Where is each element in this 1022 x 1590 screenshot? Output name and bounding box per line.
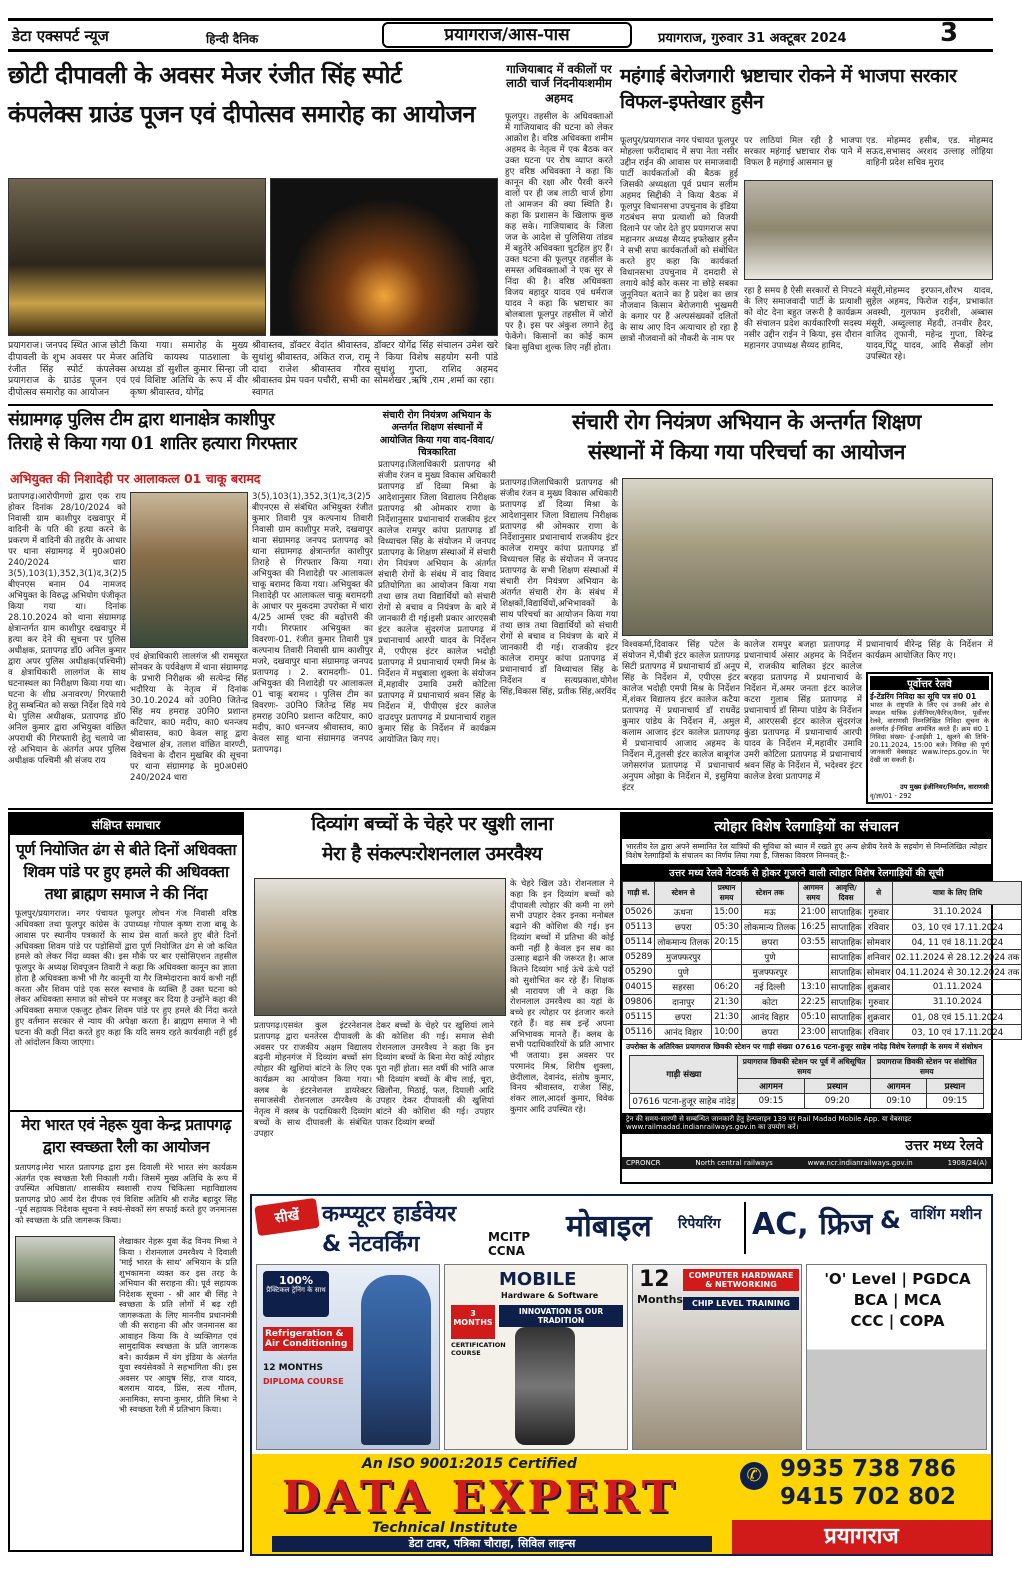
story4-headline — [8, 410, 373, 454]
rail-banner: त्योहार विशेष रेलगाड़ियों का संचालन — [622, 814, 991, 839]
rail-table-cell: छपरा — [655, 1009, 712, 1024]
rail-sub-note: उपरोक्त के अतिरिक्त प्रयागराज छिवकी स्टेशन पर गाड़ी संख्या 07616 पटना-हुजूर साहेब नांदेड़ विशेष रेलगाड़ी के समय में संशोधन — [626, 1041, 983, 1051]
rail-table-cell: 03, 10 एवं 17.11.2024 — [893, 1024, 1022, 1039]
story4-subhead: अभियुक्त की निशादेही पर आलाकत्ल 01 चाकू बरामद — [10, 471, 261, 486]
ad-line2: & नेटवर्किंग — [322, 1232, 420, 1257]
story6-col1: प्रतापगढ़।जिलाधिकारी प्रतापगढ़ श्री संजीव रंजन व मुख्य विकास अधिकारी प्रतापगढ़ डॉ दिव्या मिश्रा के आदेशानुसार जिला विद्यालय निरीक्षक प्रतापगढ़ श्री ओमकार राणा के निर्देशानुसार प्रधानाचार्य राजकीय इंटर कालेज रामपुर कांपा प्रतापगढ़ डॉ विध्याचल सिंह के संयोजन में जनपद प्रतापगढ़ के सभी शिक्षण संस्थाओं में संचारी रोग नियंत्रण अभियान के अंतर्गत संचारी रोग के संबंध में शिक्षकों,विद्यार्थियों,अभिभावकों के साथ परिचर्चा का आयोजन किया गया तथा छात्र तथा विद्यार्थियों को संचारी रोगों से बचाव व नियंत्रण के बारे में जानकारी दी गई। राजकीय इंटर कालेज रामपुर कांपा प्रतापगढ़ में प्रधानाचार्य डॉ विध्याचल सिंह के निर्देशन व सत्यप्रकाश,योगेश सिंह,विकास सिंह, प्रतीक सिंह,अरविंद — [500, 478, 618, 697]
rail-sub-cell-3: 09:10 — [870, 1093, 926, 1108]
rail-table-cell: 22:25 — [798, 994, 828, 1009]
story5-headline: संचारी रोग नियंत्रण अभियान के अन्तर्गत शिक्षण संस्थानों में आयोजित किया गया वाद-विवाद/चित्रकारिता — [379, 410, 495, 459]
rail-table-cell: 04015 — [623, 979, 655, 994]
ad-ac: AC, फ्रिज — [752, 1207, 873, 1242]
ad-panel2-c-box — [451, 1305, 495, 1339]
story6-headline-line2: संस्थानों में किया गया परिचर्चा का आयोजन — [588, 439, 905, 465]
rail-table-cell: 05:10 — [798, 1009, 828, 1024]
story1-headline-line2: कंपलेक्स ग्राउंड पूजन एवं दीपोत्सव समारोह का आयोजन — [8, 100, 476, 129]
story7-headline — [10, 1114, 242, 1156]
rail-table-cell: पुणे — [741, 949, 798, 964]
ad-panel2-b: Hardware & Software — [501, 1291, 599, 1300]
story3-col2b: रहा है समय है ऐसी सरकारों से निपटने के लिए समाजवादी पार्टी के प्रत्याशी को वोट देना बहुत जरूरी है कार्यक्रम की संचालन प्रदेश कार्यकारिणी सदस्य नसीर उद्दीन राईन ने किया, इस दौरान महानगर उपाध्यक्ष सैय्यद हामिद, — [744, 286, 862, 351]
rail-intro: भारतीय रेल द्वारा अपने सम्मानित रेल यात्रियों की सुविधा को ध्यान में रखते हुए अन्य क्षेत्रीय रेलवे के सहयोग से निम्नलिखित त्योहार विशेष रेलगाड़ियों के संचालन का निर्णय लिया गया है, जिसका विवरण निम्नवत् है:- — [626, 842, 987, 861]
rail-table-cell: 31.10.2024 — [893, 994, 1022, 1009]
rail-table-cell: 05026 — [623, 904, 655, 919]
rail-table-cell: 09806 — [623, 994, 655, 1009]
ad-separator — [744, 1202, 746, 1254]
story3-col3b: मंसूरी,मोहम्मद इरफान,शौरभ यादव, सुहेल अहमद, फिरोज राईन, प्रभाकांत अवस्थी, गुलफाम इदरीशी, अब्बास मंसूरी, अब्दुल्लाह मेंहदी, तनवीर हैदर, वाजिद तूफानी, महेन्द्र गुप्ता, विरेन्द्र यादव,पिंटू यादव, आदि सैकड़ों लोग उपस्थित रहे। — [866, 286, 993, 362]
rail-table-cell: 21:30 — [712, 994, 742, 1009]
ad-repair: रिपेयरिंग — [678, 1216, 721, 1232]
rail-table-cell: साप्ताहिक — [828, 1009, 864, 1024]
ad-panel1-person — [361, 1275, 431, 1445]
story3-photo — [744, 180, 993, 280]
story8-headline — [250, 814, 614, 866]
brief-headline-line3: तथा ब्राह्मण समाज ने की निंदा — [44, 883, 208, 903]
rail-table-title: उत्तर मध्य रेलवे नेटवर्क से होकर गुजरने वाली त्योहार विशेष रेलगाड़ियों की सूची — [622, 864, 991, 881]
ad-phone2: 9415 702 802 — [780, 1484, 957, 1510]
story4-headline-line1: संग्रामगढ़ पुलिस टीम द्वारा थानाक्षेत्र काशीपुर — [8, 410, 275, 430]
story7-body2: लेखाकार नेहरू युवा केंद्र विनय मिश्रा ने किया । रोशनलाल उमरवैश्य ने दिवाली 'माई भारत के साथ' अभियान के प्रति शुभकामना व्यक्त कर इस तरह के अभियान की सराहना की। पूर्व सहायक निदेशक सूचना - श्री आर बी सिंह ने स्वच्छता के प्रति लोगों में बढ़ रही जागरूकता के लिए माननीय प्रधानमंत्री जी की सराहना की और जनमानस का आवाहन किया कि वे व्यक्तिगत एवं सामुदायिक स्वच्छता के प्रति जागरूक बने। कार्यक्रम में यंग इंडिया के अंतर्गत युवा स्वयंसेवकों ने सहभागिता की। इस अवसर पर आयुष सिंह, राज यादव, बलराम यादव, प्रिंस, सत्य गौतम, अनामिका, सपना कुमार, प्रीति मिश्रा ने भी स्वच्छता रैली में प्रतिभाग किया। — [119, 1236, 237, 1415]
rail-sub-head-2: प्रस्थान — [804, 1078, 870, 1093]
divider-top — [8, 404, 993, 406]
ad-panel3-a: 12 — [639, 1267, 670, 1292]
story3-col2: पर लाठियां मिल रही है भाजपा सरकार महंगाई भ्रष्टाचार रोक पाने में विफल है महंगाई आसमान छू — [744, 136, 862, 168]
ad-mcitp: MCITP — [488, 1230, 531, 1244]
rail-table-cell: पुणे — [655, 964, 712, 979]
rail-table-cell: 21:30 — [712, 1009, 742, 1024]
story1-photo-diyas — [270, 178, 498, 336]
rail-table-row — [623, 919, 1022, 934]
rail-helpline: ट्रेन की समय-सारणी से सम्बन्धित जानकारी हेतु हेल्पलाइन 139 पर Rail Madad Mobile App. या वेबसाइट www.railmadad.indianrailways.gov.in का उपयोग करें। — [622, 1113, 991, 1134]
rail-table-cell: 10:00 — [712, 1024, 742, 1039]
rail-table-cell: छपरा — [741, 934, 798, 949]
ad-top — [252, 1196, 991, 1260]
story2-body: फूलपुर। तहसील के अधिवक्ताओं में गाजियाबाद की घटना को लेकर आक्रोश है। वरिष्ठ अधिवक्ता शमीम अहमद के नेतृत्व में एक बैठक कर उक्त घटना पर रोष व्याप्त करते हुए वरिष्ठ अधिवक्ता ने कहा कि कानून की रक्षा और पैरवी करने वालों पर ही जब लाठी चार्ज होगा तो आमजन की क्या स्थिति है। कहा कि प्रशासन के खिलाफ कुछ कह सके। गाजियाबाद के जिला जज के आदेश से पुलिसिया तांडव में बहुतेरे अधिवक्ता चुटहिल हुए हैं। उक्त घटना की फूलपुर तहसील के समस्त अधिवक्ताओं ने एक सुर से निंदा की है। वरिष्ठ अधिवक्ता विजय बहादुर यादव एवं धर्मराज यादव ने कहा कि भ्रष्टाचार का बोलबाला फूलपुर तहसील में जोरों पर है। इस पर अंकुश लगाने हेतु फेकेंगे। किसानों का कोई काम बिना सुविधा शुल्क लिए नहीं होता। — [505, 112, 613, 353]
rail-table-cell: ऊधना — [655, 904, 712, 919]
rail-table — [622, 881, 1022, 1040]
ad-panel2-e: INNOVATION IS OUR TRADITION — [499, 1305, 623, 1327]
rail-table-cell: 01, 08 एवं 15.11.2024 — [893, 1009, 1022, 1024]
ad-panel2-c: 3 MONTHS — [453, 1309, 493, 1327]
rail-code: 1908/24(A) — [947, 1158, 987, 1167]
story2-headline: गाजियाबाद में वकीलों पर लाठी चार्ज निंदनीयःशमीम अहमद — [506, 62, 612, 105]
story4-headline-line2: तिराहे से किया गया 01 शातिर हत्यारा गिरफ्तार — [8, 434, 297, 455]
tender-ref: वृ/ज्ञा/01 - 292 — [870, 792, 912, 800]
ad-block — [250, 1194, 993, 1556]
divider-mid — [8, 808, 993, 810]
tender-title: पूर्वोत्तर रेलवे — [870, 676, 989, 690]
story8-col3: के चेहरे खिल उठे। रोशनलाल ने कहा कि इन दिव्यांग बच्चों को दीपावली त्योहार की कमी ना लगे सभी उपहार देकर इनका मनोबल बढ़ाने की कोशिश की गई। इन दिव्यांग बच्चों में प्रतिभा की कोई कमी नहीं है केवल इन सब का उत्साह बढ़ाने की जरूरत है। आज कितने दिव्यांग भाई ऊंचे ऊंचे पदों को सुशोभित कर रहे हैं। शिक्षक श्री नारायण जी ने कहा कि रोशनलाल उमरवैश्य का यहां के बच्चे हर त्योहार पर इंतजार करते रहते हैं। वह सब इन्हें अपना अभिभावक मानते हैं। क्लब के सभी पदाधिकारियों के प्रति आभार भी जताया। इस अवसर पर परमानंद मिश्र, शिरीष शुक्ला, छेदीलाल, देवानंद, संतोष कुमार, विनय श्रीवास्तव, राजेश सिंह, शंकर लाल,आदर्श कुमार, विवेक कुमार आदि उपस्थित रहे। — [510, 878, 614, 1114]
rail-table-cell: सोमवार — [864, 934, 893, 949]
ad-brand: DATA EXPERT — [282, 1472, 679, 1523]
dateline: प्रयागराज, गुरुवार 31 अक्टूबर 2024 — [658, 31, 847, 46]
rail-table-cell: 05113 — [623, 919, 655, 934]
tender-footer: उप मुख्य इंजीनियर/निर्माण, वाराणसी — [899, 783, 989, 791]
rail-table-cell: 05115 — [623, 1009, 655, 1024]
rail-table-cell: 05116 — [623, 1024, 655, 1039]
rail-sub-cell-2: 09:20 — [804, 1093, 870, 1108]
rail-sub-cell-1: 09:15 — [738, 1093, 804, 1108]
rail-table-cell: 03:55 — [798, 934, 828, 949]
story3-col3: एड. मोहम्मद हसीब, एड. मोहम्मद सऊद,सभासद अरशद उल्लाह लोहिया वाहिनी प्रदेश सचिव मुराद — [866, 136, 993, 168]
rail-social-3: www.ncr.indianrailways.gov.in — [807, 1158, 913, 1167]
ad-panel2-d: CERTIFICATION COURSE — [451, 1341, 506, 1357]
story6-photo — [622, 478, 993, 636]
ad-city-bar — [732, 1520, 991, 1554]
rail-table-cell: साप्ताहिक — [828, 994, 864, 1009]
ad-washing: वाशिंग मशीन — [910, 1205, 982, 1223]
ad-panel1-d: 12 MONTHS — [263, 1363, 323, 1373]
story1-col3: श्रीवास्तव, डॉक्टर वेदांत श्रीवास्तव, सुधांशु श्रीवास्तव, अंकित राज, रामू दादा राजेश श्रीवास्तव गौरव श्रीवास्तव प्रेम पवन पचौरी, सभी का स्वागत — [252, 340, 371, 399]
ad-panel1-e: DIPLOMA COURSE — [263, 1377, 344, 1386]
rail-table-header: आगमन समय — [798, 881, 828, 904]
rail-table-cell — [712, 964, 742, 979]
ad-city: प्रयागराज — [824, 1524, 899, 1549]
rail-sub-head-1: आगमन — [738, 1078, 804, 1093]
story4-photo — [130, 492, 248, 648]
ad-panel2-phone — [515, 1327, 575, 1445]
rail-table-row — [623, 1024, 1022, 1039]
brief-box — [8, 812, 244, 1552]
ad-line1: कम्प्यूटर हार्डवेयर — [322, 1202, 457, 1227]
rail-table-cell: 13:10 — [798, 979, 828, 994]
rail-sub-head-3: आगमन — [870, 1078, 926, 1093]
tender-body: भारत के राष्ट्रपति के लिए एवं उनकी ओर से मण्डल यांत्रिक इंजीनियर/कैरिज/वैगन, पूर्वोत्तर रेलवे, वाराणसी निम्नलिखित निविदा सूचना के अन्तर्गत ई-निविदा आमंत्रित करते हैं। क्रम सं0 1 निविदा संख्या- ई-आईसी 1, खुलने की तिथि- 20.11.2024, 15:00 बजे। निविदा की पूर्ण जानकारी वेबसाइट www.ireps.gov.in पर देखी जा सकती है। — [870, 701, 989, 765]
ad-address-bar — [272, 1536, 712, 1552]
rail-table-cell: 05:30 — [712, 919, 742, 934]
rail-sub-cell-4: 09:15 — [927, 1093, 983, 1108]
rail-table-cell: गुरुवार — [864, 904, 893, 919]
brief-body: फूलपुर/प्रयागराज। नगर पंचायत फूलपुर लोचन गंज निवासी वरिष्ठ अधिवक्ता तथा फूलपुर कांग्रेस के उपाध्यक्ष गोपाल कृष्ण राजा बाबू के आवास पर स्थानीय पत्रकारों के साथ प्रेस वार्ता करते हुए बीते दिनों अधिवक्ता शिवम पांडे पर पड़ोसियों द्वारा पूर्ण नियोजित ढंग से जो कथित हमले को लेकर निंदा व्यक्त की। इस मौके पर बार एसोसिएशन तहसील फूलपुर के अध्यक्ष शिवपूजन तिवारी ने कहा कि अधिवक्ता कानून का ज्ञाता होता है अधिवक्ता कभी भी गैर कानूनी या गैर जिम्मेदाराना कार्य कभी नहीं करता और शिवम पांडे एक सरल स्वभाव के व्यक्ति हैं उक्त घटना को लेकर अधिवक्ता समाज को सोचने पर मजबूर कर दिया है उन्होंने कहा की अधिवक्ता समाज एकजुट होकर शिवम पांडे पर हुए हमले की निंदा करते हुए वर्तमान सरकार से न्याय की अपेक्षा करता है। ब्राह्मण समाज ने भी घटना की कड़ी निंदा करते हुए कहा कि यदि समय रहते कार्यवाही नहीं हुई तो आंदोलन किया जाएगा। — [15, 908, 237, 1048]
rail-table-cell: कोटा — [741, 994, 798, 1009]
ad-panel-1 — [256, 1264, 440, 1450]
story3-headline: महंगाई बेरोजगारी भ्रष्टाचार रोकने में भाजपा सरकार विफल-इफ्तेखार हुसैन — [620, 65, 957, 113]
story7-headline-line1: मेरा भारत एवं नेहरू युवा केन्द्र प्रतापगढ़ — [21, 1115, 231, 1135]
brand-name: डेटा एक्सपर्ट न्यूज — [12, 27, 109, 45]
rail-table-cell: मऊ — [741, 904, 798, 919]
ad-panel1-badge — [263, 1271, 329, 1317]
rail-table-cell: 04.11.2024 से 30.12.2024 तक — [893, 964, 1022, 979]
ad-seekhe: सीखें — [273, 1207, 301, 1227]
story4-col2: एवं क्षेत्राधिकारी लालगंज श्री रामसूरत सोनकर के पर्यवेक्षण में थाना संग्रामगढ़ के प्रभारी निरीक्षक श्री सत्येन्द्र सिंह भदौरिया के नेतृत्व में दिनांक 30.10.2024 को उ0नि0 जितेन्द्र सिंह मय हमराह उ0नि0 प्रशान्त कटियार, का0 मदीप, का0 धनन्जय श्रीवास्तव, का0 केवल साहू द्वारा देखभाल क्षेत्र, तलाश वांछित वारण्टी, विवेचना के दौरान मुखबिर की सूचना पर थाना संग्रामगढ़ के मु0अ0सं0 240/2024 धारा — [130, 652, 248, 783]
ad-mobile: मोबाइल — [566, 1209, 652, 1244]
ad-course-4: CCC — [850, 1312, 884, 1330]
rail-table-cell: 16:25 — [798, 919, 828, 934]
ad-phone1: 9935 738 786 — [780, 1456, 957, 1482]
rail-table-cell: शुक्रवार — [864, 1009, 893, 1024]
ad-and: & — [880, 1206, 901, 1234]
rail-table-cell: दानापुर — [655, 994, 712, 1009]
rail-sub-head-4: प्रस्थान — [927, 1078, 983, 1093]
paper-type: हिन्दी दैनिक — [206, 32, 259, 46]
rail-table-cell: सोमवार — [864, 964, 893, 979]
story7-body2-top — [115, 1236, 237, 1415]
rail-sub-group2: प्रयागराज छिवकी स्टेशन पर संशोधित समय — [870, 1055, 983, 1078]
ad-course-0: 'O' Level — [824, 1270, 897, 1288]
rail-table-cell: आनंद विहार — [741, 1009, 798, 1024]
story7-headline-line2: द्वारा स्वच्छता रैली का आयोजन — [42, 1137, 210, 1157]
ad-bottom — [252, 1454, 991, 1554]
brief-headline — [10, 835, 242, 902]
rail-table-cell: आनंद विहार — [655, 1024, 712, 1039]
rail-table-header: प्रस्थान समय — [712, 881, 742, 904]
ad-panel-4 — [806, 1264, 987, 1450]
rail-table-row — [623, 949, 1022, 964]
story6-headline-line1: संचारी रोग नियंत्रण अभियान के अन्तर्गत शिक्षण — [572, 409, 921, 434]
story1-col2: किया गया। समारोह के मुख्य अतिथि कायस्थ पाठशाला के अध्यक्ष डॉ सुशील कुमार सिन्हा जी एवं विशिष्ट अतिथि के रूप में वीर कृष्ण श्रीवास्तव, योगेंद्र — [130, 340, 248, 399]
ad-seekhe-badge — [254, 1198, 320, 1236]
rail-table-cell: लोकमान्य तिलक — [655, 934, 712, 949]
rail-table-cell: गुरुवार — [864, 994, 893, 1009]
rail-table-header: यात्रा के लिए तिथि — [893, 881, 1022, 904]
rail-table-header: गाड़ी सं. — [623, 881, 655, 904]
ad-panel-2 — [444, 1264, 628, 1450]
ad-panel1-c: Refrigeration & Air Conditioning — [263, 1327, 353, 1351]
rail-table-cell: 21:00 — [798, 904, 828, 919]
rail-table-cell: रविवार — [864, 919, 893, 934]
rail-table-cell: मुजफ्फरपुर — [655, 949, 712, 964]
rail-table-cell: साप्ताहिक — [828, 1024, 864, 1039]
ad-address: डेटा टावर, पत्रिका चौराहा, सिविल लाइन्स — [408, 1537, 576, 1550]
rail-table-header: स्टेशन तक — [741, 881, 798, 904]
rail-table-cell — [798, 949, 828, 964]
brief-headline-line2: शिवम पांडे पर हुए हमले की अधिवक्ता — [23, 861, 229, 881]
rail-table-cell: 03, 10 एवं 17.11.2024 — [893, 919, 1022, 934]
story6-col3: कालेज रामपुर बजहा प्रतापगढ़ में प्रधानाचार्य अंसार अहमद के निर्देशन में, राजकीय बालिका इंटर कालेज बरहदा प्रतापगढ़ में प्रधानाचार्य के निर्देशन में,अमर जनता इंटर कालेज कटरा गुलाब सिंह प्रतापगढ़ में प्रधानाचार्य डॉ सिम्पा पांडेय के निर्देशन में, आरएसबी इंटर कालेज सुंदरगंज कुंडा प्रतापगढ़ में प्रधानाचार्य आरपी यादव के निर्देशन में,महावीर उमावि उमरी कोटिला प्रतापगढ़ में प्रधानाचार्य श्रवन सिंह के निर्देशन में, भदेश्वर इंटर कालेज डेरवा प्रतापगढ़ में — [744, 640, 862, 782]
rail-table-row — [623, 934, 1022, 949]
ad-courses: 'O' Level | PGDCA BCA | MCA CCC | COPA — [824, 1270, 971, 1330]
page-number: 3 — [940, 18, 959, 48]
ad-course-3: MCA — [903, 1291, 942, 1309]
ad-course-5: COPA — [899, 1312, 945, 1330]
rail-sub-group1: प्रयागराज छिवकी स्टेशन पर पूर्व में अधिसूचित समय — [738, 1055, 871, 1078]
rail-table-cell: 05290 — [623, 964, 655, 979]
rail-table-cell: साप्ताहिक — [828, 979, 864, 994]
section-title: प्रयागराज/आस-पास — [444, 25, 570, 45]
story8-col1: प्रतापगढ़।एसवंत कुल इंटरनेशनल प्रतापगढ़ द्वारा धनतेरस दीपावली के अवसर पर राजकीय अक्षम विद्यालय बढ़नी मोहनगंज में दिव्यांग बच्चों संग त्योहार की खुशियां बांटने के लिए एक कार्यक्रम का आयोजन किया गया। क्लब के इंटरनेशनल डायरेक्टर समाजसेवी रोशनलाल उमरवैश्य के नेतृत्व में क्लब के पदाधिकारी दिव्यांग बच्चों के साथ दीपावली के संबंधित उपहार — [254, 1020, 372, 1138]
rail-table-header: स्टेशन से — [655, 881, 712, 904]
story7-body1: प्रतापगढ़।मेरा भारत प्रतापगढ़ द्वारा इस दिवाली मेरे भारत संग कार्यक्रम अंतर्गत एक स्वच्छता रैली निकाली गयी। जिसमें मुख्य अतिथि के रूप में उपस्थित अधिष्ठाता/ शासकीय स्वशासी राज्य चिकित्सा महाविद्यालय प्रतापगढ़ प्रो0 आर्य देश दीपक एवं विशिष्ट अतिथि श्री राजेंद्र बहादुर सिंह -पूर्व सहायक निदेशक सूचना ने स्वयं-सेवकों संग सफाई करते हुए जनमानस को स्वच्छता के प्रति जागरूक किया। — [15, 1162, 237, 1225]
rail-social-1: CPRONCR — [626, 1158, 661, 1167]
rail-notice — [620, 812, 1020, 1184]
rail-sub-head-0: गाड़ी संख्या — [630, 1055, 738, 1093]
story1-headline — [8, 62, 498, 128]
tender-subtitle: ई-टेंडरिंग निविदा का सूचि पत्र सं0 01 — [870, 692, 977, 701]
ad-sub: Technical Institute — [372, 1520, 518, 1536]
rail-table-header: से — [864, 881, 893, 904]
rail-table-cell — [798, 964, 828, 979]
rail-sub-cell-0: 07616 पटना-हुजूर साहेब नांदेड़ — [630, 1093, 738, 1108]
rail-footer: उत्तर मध्य रेलवे — [905, 1137, 983, 1154]
rail-sub-table — [629, 1055, 983, 1109]
rail-table-cell: छपरा — [655, 919, 712, 934]
ad-course-1: PGDCA — [912, 1270, 971, 1288]
story8-headline-line2: मेरा है संकल्पःरोशनलाल उमरवैश्य — [322, 842, 542, 865]
rail-table-row — [623, 979, 1022, 994]
story6-headline — [500, 410, 993, 464]
rail-table-cell: शुक्रवार — [864, 979, 893, 994]
rail-table-cell: 05114 — [623, 934, 655, 949]
rail-table-cell: शनिवार — [864, 949, 893, 964]
rail-table-cell: साप्ताहिक — [828, 919, 864, 934]
rail-table-cell: साप्ताहिक — [828, 964, 864, 979]
ad-panel3-b: Months — [637, 1293, 683, 1306]
rail-table-cell: 15:00 — [712, 904, 742, 919]
rail-table-cell: 05289 — [623, 949, 655, 964]
story3-col1: फूलपुर/प्रयागराज नगर पंचायत फूलपुर मोहल्ला फरीदाबाद में सपा नेता नसीर उद्दीन राईन की आवास पर समाजवादी पार्टी कार्यकर्ताओं की बैठक हुई जिसकी अध्यक्षता पूर्व प्रधान सलीम अहमद सिद्दीकी ने किया बैठक में फूलपुर विधानसभा उपचुनाव के इंडिया गठबंधन सपा प्रत्याशी को विजयी दिलाने पर जोर देते हुए प्रयागराज सपा महानगर अध्यक्ष सैय्यद इफ्तेखार हुसैन ने सभी सपा कार्यकर्ताओं को संबोधित करते हुए कहा कि कार्यकर्ता विधानसभा उपचुनाव में दमदारी से लगाये कोई कोर कसर ना छोड़े सबका जुनूनियत बताने का है प्रदेश का छात्र नौजवान किसान बेरोजगारी भुखमरी के कगार पर हैं अल्पसंख्यकों दलितों के साथ आए दिन अत्याचार हो रहा है छात्रों नौजवानों को नौकरी के नाम पर — [620, 136, 738, 344]
story1-headline-line1: छोटी दीपावली के अवसर मेजर रंजीत सिंह स्पोर्ट — [8, 61, 402, 89]
rail-table-cell: रविवार — [864, 1024, 893, 1039]
story8-headline-line1: दिव्यांग बच्चों के चेहरे पर खुशी लाना — [311, 813, 553, 835]
ad-panel2-a: MOBILE — [499, 1269, 577, 1290]
ad-course-2: BCA — [853, 1291, 888, 1309]
rail-table-cell: लोकमान्य तिलक — [741, 919, 798, 934]
rail-table-cell: साप्ताहिक — [828, 904, 864, 919]
rail-table-cell: सहरसा — [655, 979, 712, 994]
rail-table-cell: छपरा — [741, 1024, 798, 1039]
rail-table-row — [623, 964, 1022, 979]
rail-table-row — [623, 904, 1022, 919]
story6-col2: विश्वकर्मा,दिवाकर सिंह पटेल के संयोजन में,पीबी इंटर कालेज प्रतापगढ़ सिटी प्रतापगढ़ में प्रधानाचार्य डॉ अनूप सिंह के निर्देशन में, एपीएस इंटर कालेज भदोही एमपी मिश्र के निर्देशन में,शंकर विद्यालय इंटर कालेज कटैया प्रतापगढ़ में प्रधानाचार्य डॉ राधवेंद्र कुमार पांडेय के निर्देशन में, अमुल कलाम आजाद इंटर कालेज प्रतापगढ़ में प्रधानाचार्य आजाद अहमद के निर्देशन में,तुलसी इंटर कालेज बाबूगंज जगेसरगंज प्रतापगढ़ में प्रधानाचार्य अनुपम ओझा के निर्देशन में, इसुमिया इंटर — [622, 640, 740, 793]
rail-table-cell: 20:15 — [712, 934, 742, 949]
story5-body: प्रतापगढ़।जिलाधिकारी प्रतापगढ़ श्री संजीव रंजन व मुख्य विकास अधिकारी प्रतापगढ़ डॉ दिव्या मिश्रा के आदेशानुसार जिला विद्यालय निरीक्षक प्रतापगढ़ श्री ओमकार राणा के निर्देशानुसार प्रधानाचार्य राजकीय इंटर कालेज रामपुर कांपा प्रतापगढ़ डॉ विध्याचल सिंह के संयोजन में जनपद प्रतापगढ़ के शिक्षण संस्थाओं में संचारी रोग नियंत्रण अभियान के अंतर्गत संचारी रोगों के संबंध में वाद विवाद प्रतियोगिता का आयोजन किया गया तथा छात्र तथा विद्यार्थियों को संचारी रोगों से बचाव व नियंत्रण के बारे में जानकारी दी गई।इसी प्रकार आरएसबी इंटर कालेज सुंदरगंज प्रतापगढ़ में प्रधानाचार्य आरपी यादव के निर्देशन में, एपीएस इंटर कालेज भदोही प्रतापगढ़ में प्रधानाचार्य एमपी मिश्र के निर्देशन में मधुबाला शुक्ला के संयोजन में,महावीर उमावि उमरी कोटिला प्रतापगढ़ में प्रधानाचार्य श्रवन सिंह के निर्देशन में, पीपीएस इंटर कालेज दाउदपुर प्रतापगढ़ में प्रधानाचार्य राहुल कुमार सिंह के निर्देशन में कार्यक्रम आयोजित किए गए। — [378, 460, 496, 745]
brief-label: संक्षिप्त समाचार — [10, 814, 242, 835]
rail-table-cell: साप्ताहिक — [828, 949, 864, 964]
ad-ccna: CCNA — [488, 1244, 525, 1258]
masthead — [8, 18, 993, 52]
story7-photo — [15, 1236, 115, 1302]
brief-headline-line1: पूर्ण नियोजित ढंग से बीते दिनों अधिवक्ता — [15, 840, 237, 859]
rail-table-cell: 31.10.2024 — [893, 904, 1022, 919]
ad-panel1-a: 100% — [279, 1274, 313, 1287]
section-box — [382, 22, 632, 48]
rail-table-row — [623, 1009, 1022, 1024]
ad-panel-3 — [632, 1264, 802, 1450]
story4-col3: 3(5),103(1),352,3(1)द,3(2)5 बीएनएस से संबंधित अभियुक्त रंजीत कुमार तिवारी पुत्र कल्पनाथ तिवारी निवासी ग्राम काशीपुर मजरे, दखवापुर थाना संग्रामगढ़ जनपद प्रतापगढ़ को थाना संग्रामगढ़ क्षेत्रान्तर्गत काशीपुर तिराहे से गिरफ्तार किया गया। अभियुक्त की निशादेही पर आलाकत्ल चाकू बरामद किया गया। अभियुक्त की निशादेही पर आलाकत्ल चाकू बरामदगी के आधार पर मुकदमा उपरोक्त में धारा 4/25 आर्म्स एक्ट की बढ़ोत्तरी की गयी। गिरफ्तार अभियुक्त का विवरणः-01. रंजीत कुमार तिवारी पुत्र कल्पनाथ तिवारी निवासी ग्राम काशीपुर मजरे, दखवापुर थाना संग्रामगढ़ जनपद प्रतापगढ़ । 2. बरामदगीः- 01. अभियुक्त की निशादेही पर आलाकत्ल 01 चाकू बरामद । पुलिस टीम का विवरणः- उ0नि0 जितेन्द्र सिंह मय हमराह उ0नि0 प्रशान्त कटियार, का0 मदीप, का0 धनन्जय श्रीवास्तव, का0 केवल साहू थाना संग्रामगढ़ जनपद प्रतापगढ़। — [252, 492, 373, 755]
tender-notice — [866, 672, 993, 804]
story8-photo — [254, 878, 506, 1016]
rail-table-cell: 02.11.2024 से 28.12.2024 तक — [893, 949, 1022, 964]
rail-social-2: North central railways — [695, 1158, 773, 1167]
rail-table-cell: 01.11.2024 — [893, 979, 1022, 994]
rail-table-cell: मुजफ्फरपुर — [741, 964, 798, 979]
rail-table-header: आवृत्ति/दिवस — [828, 881, 864, 904]
story1-col1: प्रयागराज। जनपद स्थित आज छोटी दीपावली के शुभ अवसर पर मेजर रंजीत सिंह स्पोर्ट कंपलेक्स प्रयागराज के ग्राउंड पूजन एवं दीपोत्सव समारोह का आयोजन — [8, 340, 126, 399]
rail-table-cell: 23:00 — [798, 1024, 828, 1039]
rail-table-cell: 06:20 — [712, 979, 742, 994]
rail-table-cell: 04, 11 एवं 18.11.2024 — [893, 934, 1022, 949]
rail-table-row — [623, 994, 1022, 1009]
rail-table-cell — [712, 949, 742, 964]
ad-iso: An ISO 9001:2015 Certified — [362, 1456, 577, 1472]
story1-photo-stage — [8, 178, 266, 336]
ad-panel3-c: COMPUTER HARDWARE & NETWORKING — [683, 1269, 799, 1291]
ad-panel1-b: प्रैक्टिकल ट्रेनिंग के साथ — [266, 1286, 326, 1294]
story4-col1: प्रतापगढ़।आरोपीगणो द्वारा एक राय होकर दिनांक 28/10/2024 को निवासी ग्राम काशीपुर दखवापुर में वादिनी के पति की हत्या करने के प्रकरण में वादिनी की तहरीर के आधार पर थाना संग्रामगढ़ में मु0अ0सं0 240/2024 धारा 3(5),103(1),352,3(1)द,3(2)5 बीएनएस बनाम 04 नामजद अभियुक्त के विरुद्ध अभियोग पंजीकृत किया गया था। दिनांक 28.10.2024 को थाना संग्रामगढ़ क्षेत्रान्तर्गत ग्राम काशीपुर दखवापुर में हत्या कर देने की सूचना पर पुलिस अधीक्षक, प्रतापगढ़ डॉ0 अनिल कुमार द्वारा अपर पुलिस अधीक्षक(पश्चिमी) व क्षेत्राधिकारी लालगंज के साथ घटनास्थल का निरीक्षण किया गया था। घटना के शीघ्र अनावरण/ गिरफ्तारी हेतु सम्बन्धित को सख्त निर्देश दिये गये थे। पुलिस अधीक्षक, प्रतापगढ़ डॉ0 अनिल कुमार द्वारा अभियुक्त वांछित अपराधी की गिरफ्तारी हेतु चलाये जा रहे अभियान के अंतर्गत अपर पुलिस अधीक्षक पश्चिमी श्री संजय राय — [8, 492, 127, 766]
rail-social-bar — [622, 1157, 991, 1169]
ad-panel3-d: CHIP LEVEL TRAINING — [683, 1297, 799, 1310]
rail-table-cell: साप्ताहिक — [828, 934, 864, 949]
story8-col2: देकर बच्चों के चेहरे पर खुशियां लाने की कोशिश की गई। समाज सेवी रोशनलाल उमरवैश्य ने कहा कि इन दिव्यांग बच्चों के बिना मेरा कोई त्योहार पूरा नहीं होता। सत वर्षी की भांति आज भी दिव्यांग बच्चों के बीच लाई, चूरा, खिलौना, मिठाई, फल, दियाली आदि उपहार देकर दीपावली की खुशियां बांटने की कोशिश की गई। उपहार पाकर दिव्यांग बच्चों — [376, 1020, 494, 1127]
story6-col4: प्रधानाचार्य वीरेन्द्र सिंह के निर्देशन में कार्यक्रम आयोजित किए गए। — [866, 640, 993, 661]
phone-icon: ✆ — [740, 1462, 768, 1490]
rail-table-cell: नई दिल्ली — [741, 979, 798, 994]
story1-col4: डॉक्टर योगेंद्र सिंह संचालन उमेश खरे ने किया विशेष सहयोग सनी पांडे सुधांशु गुप्ता, राशिद अहमद सोमशेखर ,ऋषि ,राम ,शर्मा का रहा। — [374, 340, 498, 387]
